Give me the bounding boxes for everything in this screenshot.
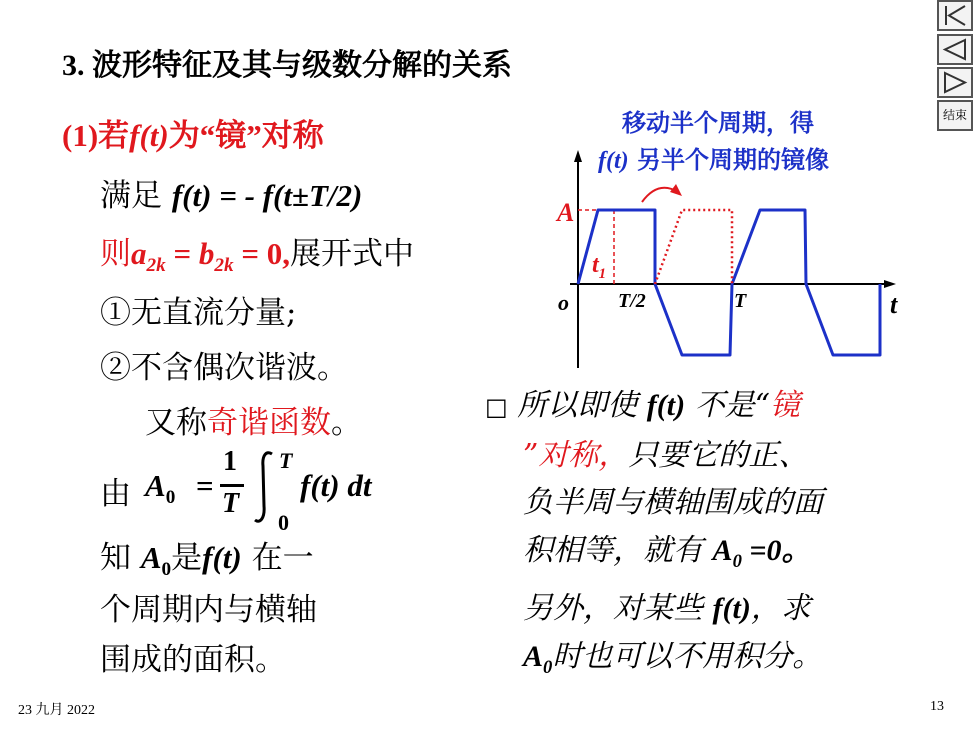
graph-caption-line-1: 移动半个周期，得 (622, 109, 814, 137)
odd-harmonic-line: 又称奇谐函数。 (145, 405, 362, 441)
footer-date: 23 九月 2022 (18, 703, 95, 718)
note-line-2: ”对称，只要它的正、 (523, 437, 809, 473)
t-axis-arrow (884, 280, 896, 288)
graph-caption-line-2: f(t) 另半个周期的镜像 (598, 146, 830, 174)
triangle-left-icon (939, 36, 971, 63)
fraction-denominator: T (222, 488, 240, 519)
integral-sign (250, 448, 280, 530)
label-amplitude: A (557, 198, 575, 227)
mirror-symmetry-heading: (1)若f(t)为“镜”对称 (62, 118, 324, 153)
integral-upper: T (279, 448, 293, 473)
integral-lower: 0 (278, 510, 289, 535)
y-axis-arrow (574, 150, 582, 162)
property-item-2: ②不含偶次谐波。 (100, 350, 348, 386)
note-line-4: 积相等，就有 $A_0 =0$。 (523, 532, 812, 572)
first-slide-button[interactable] (937, 0, 973, 31)
skip-first-icon (939, 2, 971, 29)
label-period: T (734, 290, 747, 312)
note-line-3: 负半周与横轴围成的面 (523, 485, 823, 520)
fraction-bar (220, 484, 244, 487)
area-line-3: 围成的面积。 (100, 642, 286, 678)
coefficient-line: 则$a_{2k} = b_{2k} = 0$,展开式中 (100, 236, 414, 277)
note-paragraph (485, 382, 915, 691)
note-line-5: 另外，对某些 f(t)，求 (523, 591, 811, 626)
next-slide-button[interactable] (937, 67, 973, 98)
label-time-axis: t (890, 290, 898, 319)
shifted-half-period (655, 210, 732, 284)
shift-arrowhead (670, 184, 682, 196)
a0-symbol: $A_0$ (145, 468, 176, 509)
label-origin: o (558, 290, 569, 315)
note-line-1: □ 所以即使 f(t) 不是“镜 (485, 388, 800, 423)
equals-sign: = (196, 468, 214, 503)
fraction-numerator: 1 (223, 446, 237, 477)
from-label: 由 (100, 476, 131, 512)
integrand: f(t) dt (300, 468, 372, 503)
property-item-1: ①无直流分量; (100, 295, 297, 331)
page-title: 3. 波形特征及其与级数分解的关系 (62, 49, 512, 82)
previous-slide-button[interactable] (937, 34, 973, 65)
triangle-right-icon (939, 69, 971, 96)
end-show-button[interactable] (937, 100, 973, 131)
page-number: 13 (930, 699, 944, 714)
label-t1: $t_1$ (592, 252, 607, 282)
condition-line: 满足 f(t) = - f(t±T/2) (100, 178, 363, 214)
note-line-6: $A_0$时也可以不用积分。 (523, 638, 823, 678)
waveform-trace (578, 210, 880, 355)
label-half-period: T/2 (618, 290, 646, 312)
end-label: 结束 (942, 108, 967, 122)
area-line-1: 知 $A_0$是f(t) 在一 (100, 540, 314, 581)
area-line-2: 个周期内与横轴 (100, 592, 317, 628)
